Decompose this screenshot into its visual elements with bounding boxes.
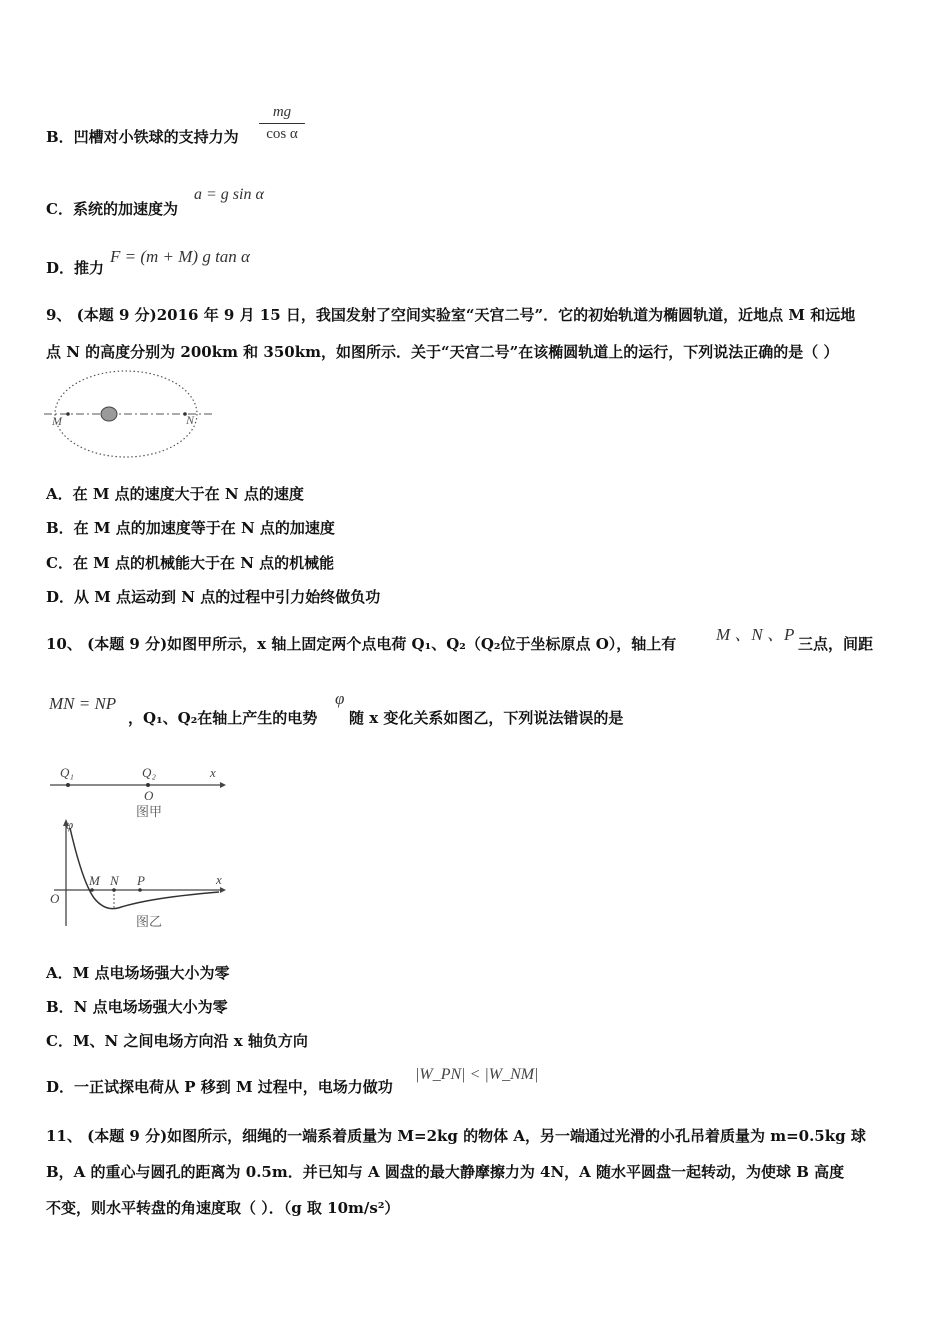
label-origin: O	[50, 891, 60, 906]
q10-stem-mnp: M 、N 、P	[716, 625, 795, 644]
q8-option-c-label: C．系统的加速度为	[46, 200, 178, 218]
q10-option-c: C．M、N 之间电场方向沿 x 轴负方向	[46, 1032, 308, 1050]
fraction-denominator: cos α	[266, 126, 298, 142]
q10-figure-b	[44, 814, 234, 932]
q10-stem-line2a: ，Q₁、Q₂在轴上产生的电势	[128, 709, 318, 727]
q9-option-d: D．从 M 点运动到 N 点的过程中引力始终做负功	[46, 588, 381, 606]
q9-option-b: B．在 M 点的加速度等于在 N 点的加速度	[46, 519, 335, 537]
charge-q2	[146, 783, 150, 787]
q9-option-c: C．在 M 点的机械能大于在 N 点的机械能	[46, 554, 335, 572]
q9-option-a: A．在 M 点的速度大于在 N 点的速度	[46, 485, 304, 503]
q9-stem-line2: 点 N 的高度分别为 200km 和 350km，如图所示．关于“天宫二号”在该椭圆轨道上的运行，下列说法正确的是（ ）	[46, 343, 839, 361]
q10-stem-mn-np: MN = NP	[49, 694, 117, 713]
q10-option-d-formula: |W_PN| < |W_NM|	[415, 1066, 539, 1083]
label-x: x	[210, 765, 216, 780]
q10-option-d: D．一正试探电荷从 P 移到 M 过程中，电场力做功	[46, 1078, 393, 1096]
q10-stem-line1a: 10、 (本题 9 分)如图甲所示，x 轴上固定两个点电荷 Q₁、Q₂（Q₂位于坐标原点 O），轴上有	[46, 635, 677, 653]
label-q2: Q₂	[142, 765, 156, 780]
fraction-bar	[259, 123, 305, 124]
label-p: P	[137, 873, 145, 888]
label-origin: O	[144, 788, 154, 803]
q10-stem-line1b: 三点，间距	[798, 635, 874, 653]
label-m: M	[52, 414, 62, 428]
q9-orbit-figure	[40, 368, 220, 462]
q8-option-d-formula: F = (m + M) g tan α	[110, 247, 250, 266]
caption-figure-b: 图乙	[136, 914, 163, 929]
q8-option-d-label: D．推力	[46, 259, 105, 277]
caption-figure-a: 图甲	[136, 804, 163, 819]
point-m	[90, 888, 94, 892]
q9-stem-line1: 9、 (本题 9 分)2016 年 9 月 15 日，我国发射了空间实验室“天宫二号”．它的初始轨道为椭圆轨道，近地点 M 和远地	[46, 306, 856, 324]
label-x: x	[216, 872, 222, 887]
fraction-numerator: mg	[272, 104, 292, 120]
q8-option-b-label: B．凹槽对小铁球的支持力为	[46, 128, 239, 146]
label-phi: φ	[66, 817, 74, 832]
q11-stem-line2: B，A 的重心与圆孔的距离为 0.5m．并已知与 A 圆盘的最大静摩擦力为 4N，A 随水平圆盘一起转动，为使球 B 高度	[46, 1163, 845, 1181]
label-m: M	[89, 873, 100, 888]
x-axis-arrow-icon	[220, 887, 226, 893]
q10-stem-line2b: 随 x 变化关系如图乙，下列说法错误的是	[349, 709, 624, 727]
q10-stem-phi: φ	[335, 689, 345, 708]
q8-option-b-fraction	[259, 104, 305, 143]
point-p	[138, 888, 142, 892]
q11-stem-line1: 11、 (本题 9 分)如图所示，细绳的一端系着质量为 M=2kg 的物体 A，另一端通过光滑的小孔吊着质量为 m=0.5kg 球	[46, 1127, 866, 1145]
charge-q1	[66, 783, 70, 787]
q11-stem-line3: 不变，则水平转盘的角速度取（ ）．（g 取 10m/s²）	[46, 1199, 400, 1217]
label-q1: Q₁	[60, 765, 74, 780]
q10-option-b: B．N 点电场场强大小为零	[46, 998, 228, 1016]
potential-curve	[70, 828, 219, 909]
point-n	[112, 888, 116, 892]
earth-icon	[101, 407, 117, 421]
label-n: N	[186, 413, 195, 427]
x-axis-arrow-icon	[220, 782, 226, 788]
q8-option-c	[46, 199, 178, 219]
label-n: N	[110, 873, 119, 888]
q10-figure-a	[44, 760, 234, 822]
q8-option-c-formula: a = g sin α	[194, 186, 264, 203]
point-m	[66, 412, 70, 416]
q10-option-a: A．M 点电场场强大小为零	[46, 964, 230, 982]
q8-option-d	[46, 258, 104, 278]
q8-option-b	[46, 127, 239, 147]
